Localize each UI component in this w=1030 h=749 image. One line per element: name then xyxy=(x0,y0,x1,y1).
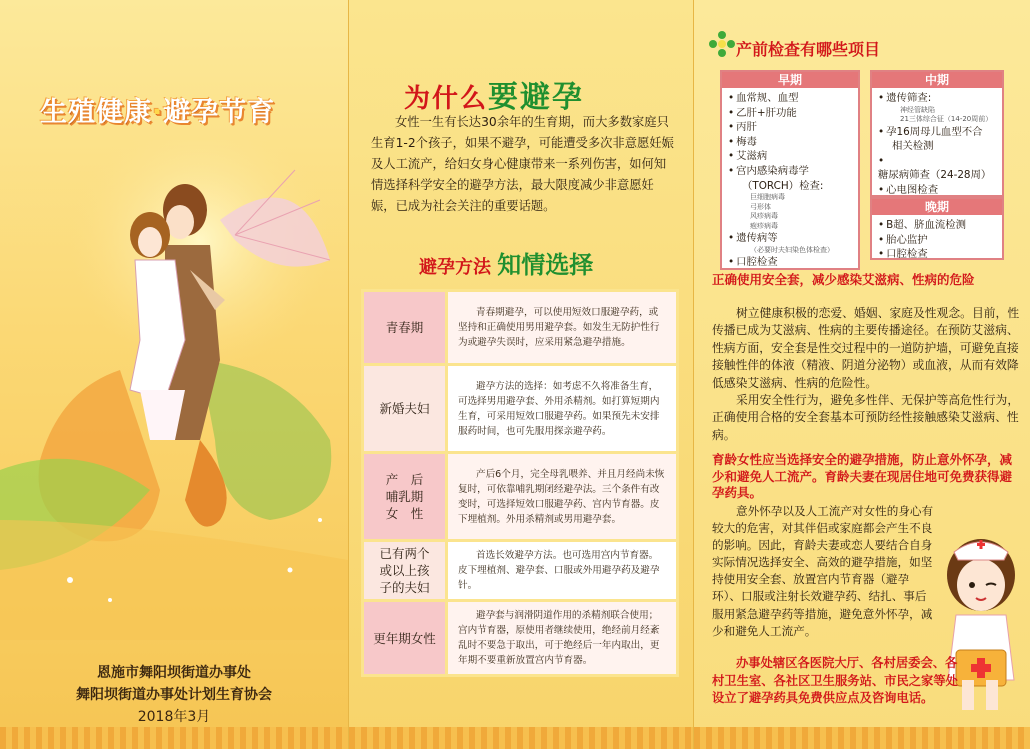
condom-heading: 正确使用安全套，减少感染艾滋病、性病的危险 xyxy=(712,272,975,287)
exam-item-text: 风疹病毒 xyxy=(750,212,778,221)
exam-item xyxy=(878,139,996,154)
method-group-label: 产 后 哺乳期 女 性 xyxy=(363,453,447,541)
bottom-stripe xyxy=(0,727,348,749)
childbearing-text: 意外怀孕以及人工流产对女性的身心有较大的危害，对其伴侣或家庭都会产生不良的影响。因此，育龄夫妻或恋人要结合自身实际情况选择安全、高效的避孕措施，如坚持使用安全套、放置宫内节育器（避孕环）、口服或注射长效避孕药、结扎、事后服用紧急避孕药等措施，避免意外怀孕，减少和避免人工流产。 xyxy=(712,504,934,638)
exam-item xyxy=(878,233,996,248)
exam-item-text: 遗传筛查: xyxy=(886,92,932,104)
exam-item-text: （必要时夫妇染色体检查） xyxy=(750,245,834,254)
method-group-label: 新婚夫妇 xyxy=(363,365,447,453)
exam-item xyxy=(878,154,996,183)
exam-item-text: 神经管缺陷 xyxy=(900,105,935,114)
bullet-icon: • xyxy=(878,233,885,246)
late-stage-heading: 晚期 xyxy=(872,199,1002,215)
bullet-icon: • xyxy=(878,154,885,167)
why-contraception-text: 女性一生有长达30余年的生育期，而大多数家庭只生育1-2个孩子，如果不避孕，可能遭受多次非意愿妊娠及人工流产，给妇女身心健康带来一系列伤害，如何知情选择科学安全的避孕方法，最大限度减少非意愿妊娠，已成为社会关注的重要话题。 xyxy=(371,115,674,213)
exam-item xyxy=(878,91,996,106)
why-heading-prefix: 为什么 xyxy=(404,84,489,114)
exam-item xyxy=(878,125,996,140)
prenatal-exam-heading: 产前检查有哪些项目 xyxy=(736,40,881,59)
table-row xyxy=(363,291,678,365)
exam-item xyxy=(728,179,852,194)
exam-item-text: 丙肝 xyxy=(736,121,757,134)
childbearing-heading: 育龄女性应当选择安全的避孕措施，防止意外怀孕，减少和避免人工流产。育龄夫妻在现居住地可免费获得避孕药具。 xyxy=(712,452,1013,500)
table-row xyxy=(363,453,678,541)
early-stage-heading: 早期 xyxy=(722,72,858,88)
exam-item-text: 梅毒 xyxy=(736,135,757,148)
mid-stage-box xyxy=(870,70,1004,197)
exam-item-text: 糖尿病筛查（24-28周） xyxy=(878,169,992,182)
exam-item-text: 孕16周母儿血型不合 xyxy=(886,125,983,138)
exam-item xyxy=(728,222,852,232)
bullet-icon: • xyxy=(728,232,735,245)
organization-block xyxy=(0,662,348,728)
brand-title-part2: 避孕节育 xyxy=(163,97,276,128)
method-description: 避孕方法的选择：如考虑不久将准备生育，可选择男用避孕套、外用杀精剂。如打算短期内生育，可采用短效口服避孕药。如果预先未安排服药时间，也可先服用探亲避孕药。 xyxy=(447,365,678,453)
exam-item xyxy=(728,164,852,179)
exam-item xyxy=(728,212,852,222)
couple-illustration xyxy=(0,140,348,640)
exam-item-text: 相关检测 xyxy=(892,140,934,153)
health-panel xyxy=(693,0,1030,749)
exam-item xyxy=(878,183,996,198)
bullet-icon: • xyxy=(878,92,885,104)
condom-paragraph: 树立健康积极的恋爱、婚姻、家庭及性观念。目前，性传播已成为艾滋病、性病的主要传播途径。在预防艾滋病、性病方面，安全套是性交过程中的一道防护墙，可避免直接接触性伴的体液（精液、阴道分泌物）或血液，从而有效降低感染艾滋病、性病的危险性。 xyxy=(712,306,1020,390)
mid-stage-heading: 中期 xyxy=(872,72,1002,88)
exam-item-text: 乙肝+肝功能 xyxy=(736,106,797,119)
why-contraception-heading xyxy=(404,72,584,116)
method-table xyxy=(361,289,679,677)
organizer-name-2: 舞阳坝街道办事处计划生育协会 xyxy=(76,687,272,703)
methods-panel xyxy=(348,0,693,749)
exam-item-text: 遗传病等 xyxy=(736,232,778,245)
method-group-label: 更年期女性 xyxy=(363,601,447,676)
bullet-icon: • xyxy=(878,183,885,196)
bottom-stripe xyxy=(349,727,693,749)
why-heading-highlight: 要避孕 xyxy=(488,80,585,115)
method-description: 避孕套与润滑阴道作用的杀精剂联合使用；宫内节育器，原使用者继续使用，绝经前月经紊乱时不要急于取出，可于绝经后一年内取出，更年期不要重新放置宫内节育器。 xyxy=(447,601,678,676)
bullet-icon: • xyxy=(728,135,735,148)
exam-item xyxy=(728,231,852,246)
exam-item xyxy=(878,115,996,125)
exam-item-text: B超、脐血流检测 xyxy=(886,219,967,231)
exam-item xyxy=(728,120,852,135)
bullet-icon: • xyxy=(728,164,735,177)
exam-item-text: 艾滋病 xyxy=(736,150,768,163)
early-stage-list xyxy=(722,88,858,273)
table-row xyxy=(363,601,678,676)
method-description: 产后6个月，完全母乳喂养、并且月经尚未恢复时，可依靠哺乳期闭经避孕法。三个条件有改变时，可选择短效口服避孕药、宫内节育器。皮下埋植剂。外用杀精剂或男用避孕套。 xyxy=(447,453,678,541)
exam-item-text: 弓形体 xyxy=(750,202,771,211)
method-heading-highlight: 知情选择 xyxy=(497,251,594,279)
method-group-label: 青春期 xyxy=(363,291,447,365)
exam-item-text: 口腔检查 xyxy=(886,248,928,261)
exam-item xyxy=(728,149,852,164)
method-description: 青春期避孕，可以使用短效口服避孕药，或坚持和正确使用男用避孕套。如发生无防护性行为或避孕失误时，应采用紧急避孕措施。 xyxy=(447,291,678,365)
table-row xyxy=(363,541,678,601)
late-stage-box xyxy=(870,197,1004,260)
late-stage-list xyxy=(872,215,1002,265)
condom-text xyxy=(712,305,1024,444)
bottom-stripe xyxy=(694,727,1030,749)
brand-title-part1: 生殖健康 xyxy=(40,97,152,128)
bullet-icon: • xyxy=(728,121,735,134)
condom-paragraph: 采用安全性行为，避免多性伴、无保护等高危性行为，正确使用合格的安全套基本可预防经性接触感染艾滋病、性病。 xyxy=(712,393,1020,442)
bullet-icon: • xyxy=(878,248,885,261)
bullet-icon: • xyxy=(728,106,735,119)
exam-item-text: 心电图检查 xyxy=(886,183,939,196)
method-heading-prefix: 避孕方法 xyxy=(419,257,491,278)
exam-item-text: 宫内感染病毒学 xyxy=(736,164,809,177)
bullet-icon: • xyxy=(878,219,885,231)
cover-panel xyxy=(0,0,348,749)
free-supply-notice: 办事处辖区各医院大厅、各村居委会、各村卫生室、各社区卫生服务站、市民之家等处设立了避孕药具免费供应点及咨询电话。 xyxy=(712,656,958,705)
early-stage-box xyxy=(720,70,860,270)
exam-item-text: 血常规、血型 xyxy=(736,92,799,104)
exam-item xyxy=(728,203,852,213)
exam-item xyxy=(878,218,996,233)
brand-title-separator: · xyxy=(152,97,164,128)
table-row xyxy=(363,365,678,453)
bullet-icon: • xyxy=(728,256,735,269)
exam-item-text: 胎心监护 xyxy=(886,233,928,246)
exam-item-text: 21三体综合征（14-20周前） xyxy=(900,115,993,124)
exam-item-text: 巨细胞病毒 xyxy=(750,193,785,202)
flower-icon xyxy=(708,30,736,58)
brand-title xyxy=(40,90,275,129)
exam-item xyxy=(728,193,852,203)
exam-item xyxy=(728,91,852,106)
exam-item xyxy=(878,247,996,262)
exam-item-text: 疱疹病毒 xyxy=(750,221,778,230)
exam-item xyxy=(878,106,996,116)
exam-item xyxy=(728,106,852,121)
bullet-icon: • xyxy=(878,125,885,138)
method-choice-heading xyxy=(419,245,593,280)
exam-item-text: 口腔检查 xyxy=(736,256,778,269)
exam-item xyxy=(728,255,852,270)
method-group-label: 已有两个 或以上孩 子的夫妇 xyxy=(363,541,447,601)
bullet-icon: • xyxy=(728,92,735,104)
exam-item-text: （TORCH）检查: xyxy=(742,179,824,192)
publish-date: 2018年3月 xyxy=(137,709,211,725)
exam-item xyxy=(728,135,852,150)
exam-item xyxy=(728,246,852,256)
bullet-icon: • xyxy=(728,150,735,163)
organizer-name-1: 恩施市舞阳坝街道办事处 xyxy=(97,665,251,681)
method-description: 首选长效避孕方法。也可选用宫内节育器。皮下埋植剂、避孕套、口服或外用避孕药及避孕针。 xyxy=(447,541,678,601)
